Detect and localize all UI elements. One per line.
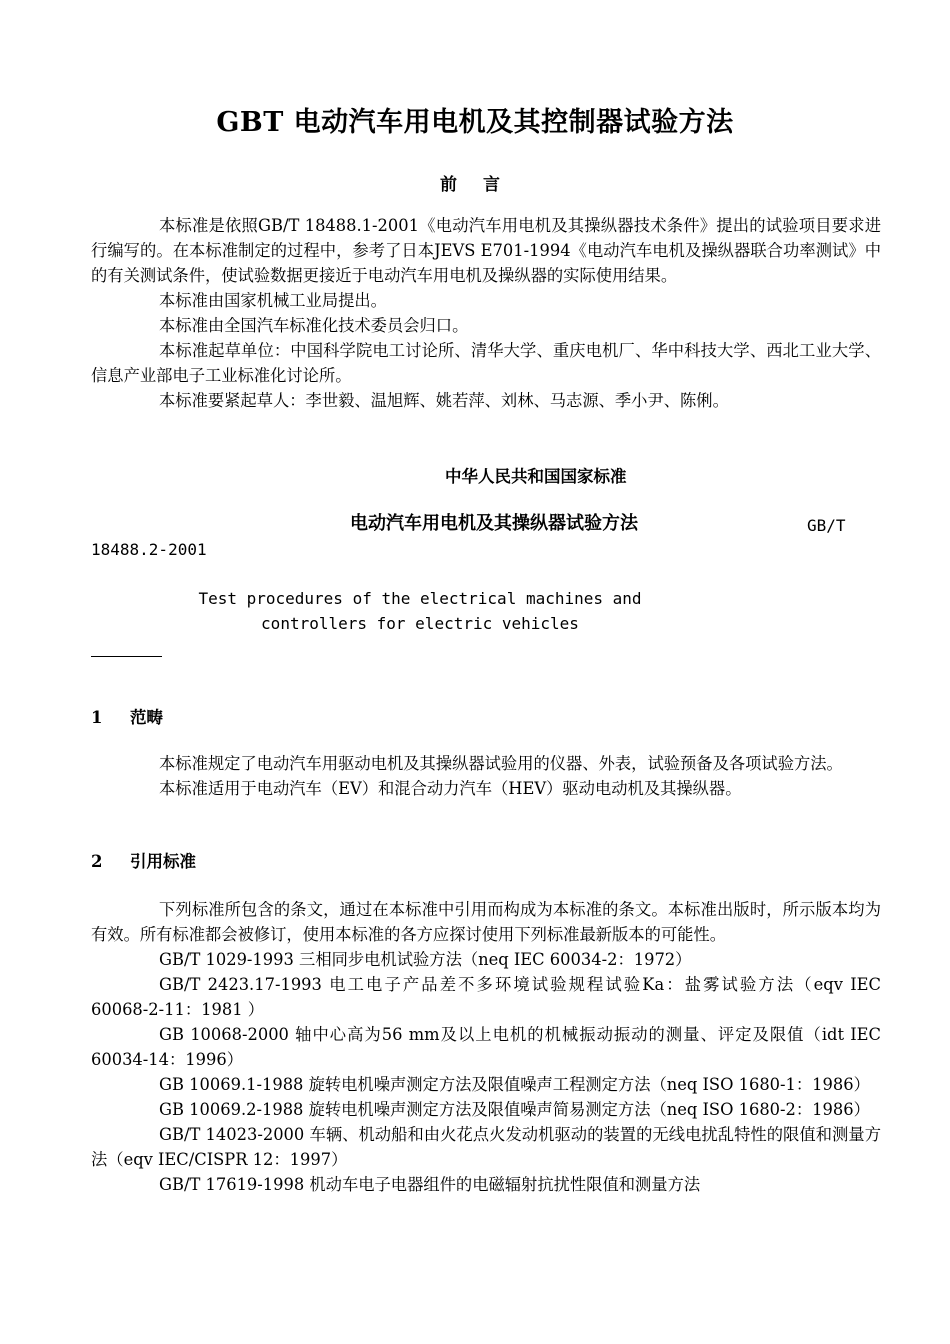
reference-item: GB/T 14023-2000 车辆、机动船和由火花点火发动机驱动的装置的无线电扰乱特性的限值和测量方法（eqv IEC/CISPR 12：1997） [91, 1125, 881, 1169]
standard-number-part2: 18488.2-2001 [91, 540, 207, 559]
reference-item: GB 10069.1-1988 旋转电机噪声测定方法及限值噪声工程测定方法（neq ISO 1680-1：1986） [159, 1075, 870, 1094]
foreword-body [91, 213, 881, 413]
section-title: 范畴 [130, 708, 163, 727]
section-scope-body [91, 751, 881, 801]
standard-number-part1: GB/T [807, 516, 846, 535]
foreword-paragraph: 本标准由国家机械工业局提出。 [159, 291, 387, 310]
section-number: 1 [91, 708, 103, 727]
foreword-paragraph: 本标准由全国汽车标准化技术委员会归口。 [159, 316, 469, 335]
section-heading-references [91, 849, 196, 874]
reference-item: GB 10068-2000 轴中心高为56 mm及以上电机的机械振动振动的测量、评定及限值（idt IEC 60034-14：1996） [91, 1025, 881, 1069]
section-paragraph: 本标准规定了电动汽车用驱动电机及其操纵器试验用的仪器、外表，试验预备及各项试验方法。 [159, 754, 843, 773]
reference-item: GB/T 1029-1993 三相同步电机试验方法（neq IEC 60034-2：1972） [159, 950, 692, 969]
reference-item: GB/T 17619-1998 机动车电子电器组件的电磁辐射抗扰性限值和测量方法 [159, 1175, 701, 1194]
reference-item: GB 10069.2-1988 旋转电机噪声测定方法及限值噪声简易测定方法（neq ISO 1680-2：1986） [159, 1100, 870, 1119]
reference-item: GB/T 2423.17-1993 电工电子产品差不多环境试验规程试验Ka：盐雾试验方法（eqv IEC 60068-2-11：1981 ） [91, 975, 881, 1019]
standard-issuer: 中华人民共和国国家标准 [445, 467, 627, 486]
standard-title-en-line2: controllers for electric vehicles [261, 614, 579, 633]
section-paragraph: 下列标准所包含的条文，通过在本标准中引用而构成为本标准的条文。本标准出版时，所示版本均为有效。所有标准都会被修订，使用本标准的各方应探讨使用下列标准最新版本的可能性。 [91, 900, 881, 944]
foreword-paragraph: 本标准起草单位：中国科学院电工讨论所、清华大学、重庆电机厂、华中科技大学、西北工业大学、信息产业部电子工业标准化讨论所。 [91, 341, 881, 385]
foreword-paragraph: 本标准要紧起草人：李世毅、温旭辉、姚若萍、刘林、马志源、季小尹、陈俐。 [159, 391, 729, 410]
section-references-body [91, 897, 881, 1197]
section-paragraph: 本标准适用于电动汽车（EV）和混合动力汽车（HEV）驱动电动机及其操纵器。 [159, 779, 742, 798]
standard-title-en [120, 586, 720, 636]
section-title: 引用标准 [130, 852, 196, 871]
section-heading-scope [91, 705, 163, 730]
section-number: 2 [91, 852, 103, 871]
foreword-paragraph: 本标准是依照GB/T 18488.1-2001《电动汽车用电机及其操纵器技术条件》提出的试验项目要求进行编写的。在本标准制定的过程中，参考了日本JEVS E701-1994《电动汽车电机及操纵器联合功率测试》中的有关测试条件，使试验数据更接近于电动汽车用电机及操纵器的实际使用结果。 [91, 216, 881, 285]
standard-title-cn: 电动汽车用电机及其操纵器试验方法 [350, 513, 638, 534]
divider-rule [91, 656, 162, 657]
foreword-heading: 前 言 [440, 175, 510, 195]
document-title: GBT 电动汽车用电机及其控制器试验方法 [216, 107, 734, 138]
standard-title-en-line1: Test procedures of the electrical machines and [198, 589, 642, 608]
